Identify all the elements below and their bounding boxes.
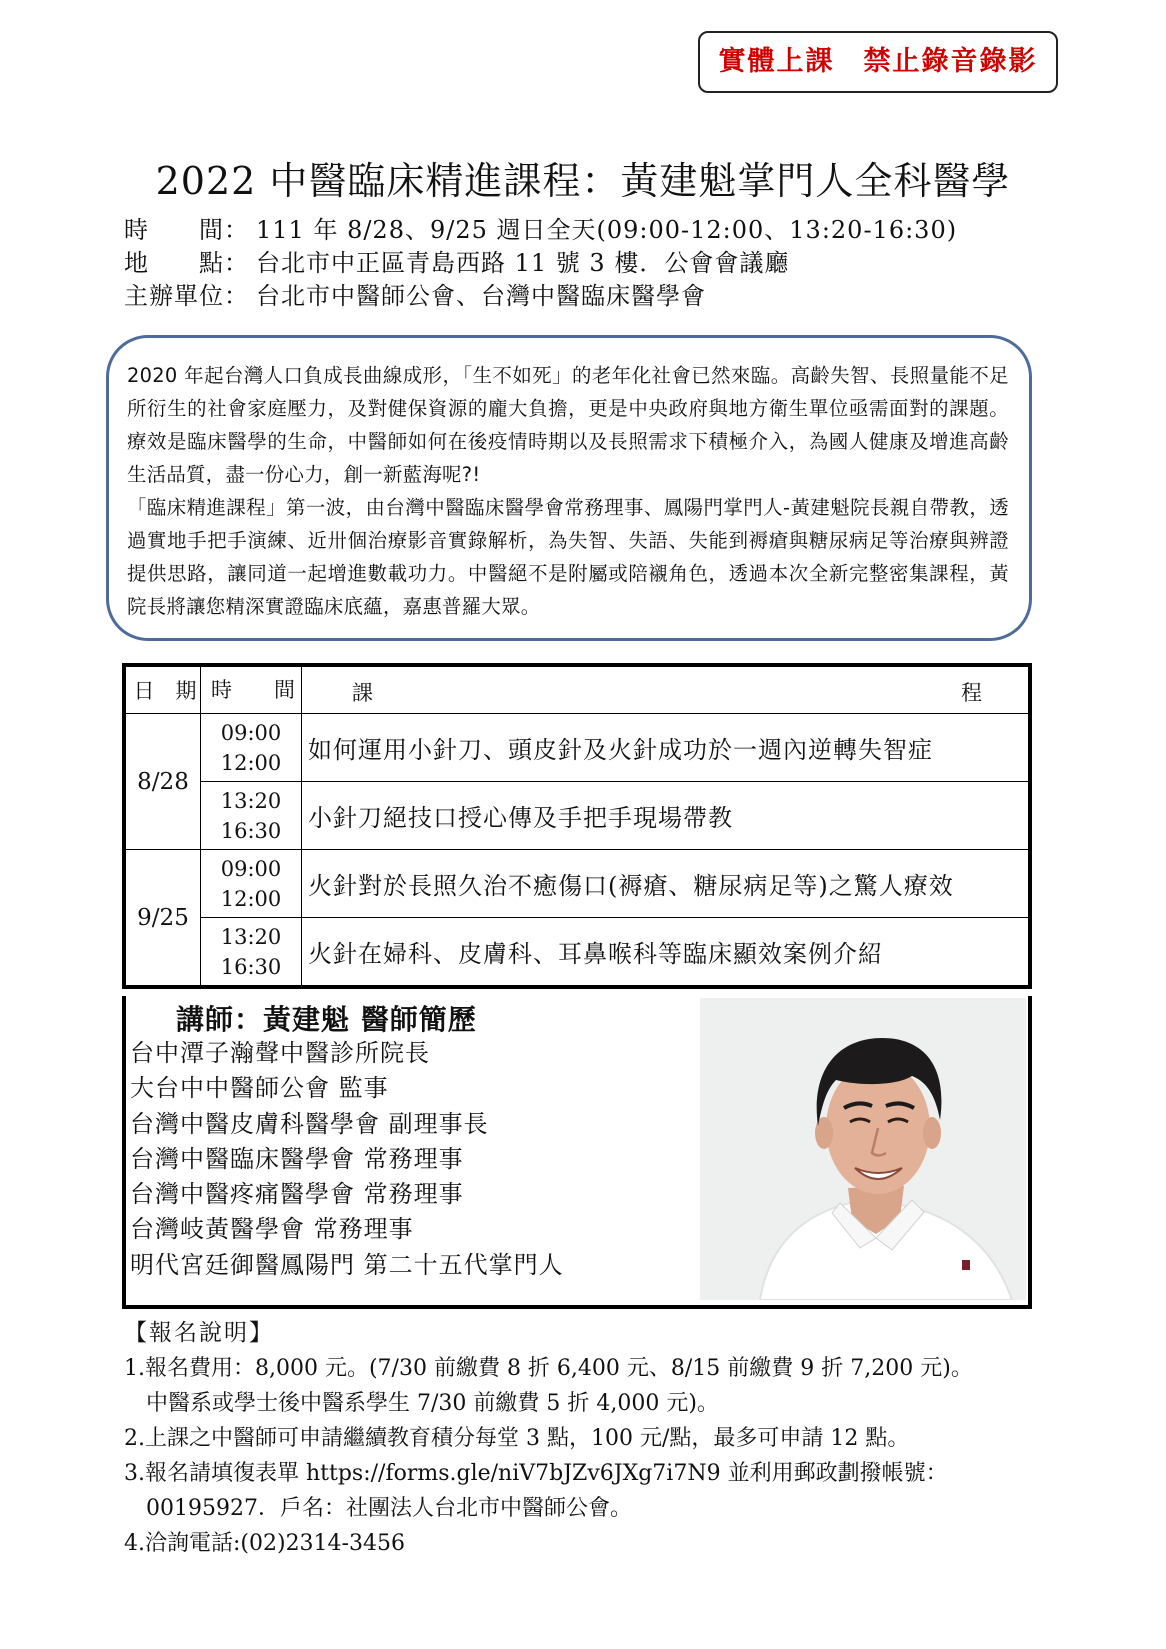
schedule-row: [124, 714, 1030, 782]
schedule-time: [201, 782, 302, 850]
registration-line: 3.報名請填復表單 https://forms.gle/niV7bJZv6JXg7i7N9 並利用郵政劃撥帳號：: [124, 1461, 948, 1486]
time-start: 13:20: [220, 788, 282, 813]
schedule-date: 8/28: [124, 714, 201, 850]
registration-section: [124, 1316, 973, 1561]
credential-item: 大台中中醫師公會 監事: [130, 1074, 389, 1103]
schedule-course: 火針對於長照久治不癒傷口(褥瘡、糖尿病足等)之驚人療效: [302, 850, 1031, 918]
time-end: 12:00: [220, 750, 282, 775]
header-course-right: 程: [961, 681, 982, 705]
schedule-time: [201, 918, 302, 988]
intro-paragraph-1: 2020 年起台灣人口負成長曲線成形，「生不如死」的老年化社會已然來臨。高齡失智、長照量能不足所衍生的社會家庭壓力，及對健保資源的龐大負擔，更是中央政府與地方衛生單位亟需面對的課題。療效是臨床醫學的生命，中醫師如何在後疫情時期以及長照需求下積極介入，為國人健康及增進高齡生活品質，盡一份心力，創一新藍海呢?!: [127, 364, 1009, 486]
intro-box: [106, 335, 1032, 641]
time-start: 09:00: [220, 856, 282, 881]
info-time: [124, 214, 957, 246]
info-location-value: 台北市中正區青島西路 11 號 3 樓．公會會議廳: [256, 249, 790, 277]
schedule-course: 小針刀絕技口授心傳及手把手現場帶教: [302, 782, 1031, 850]
info-location-label: 地 點：: [124, 249, 249, 277]
credential-item: 明代宮廷御醫鳳陽門 第二十五代掌門人: [130, 1250, 564, 1279]
lecturer-box: [122, 996, 1032, 1309]
header-course-left: 課: [352, 681, 373, 705]
info-organizer-label: 主辦單位：: [124, 282, 249, 310]
page-title: 2022 中醫臨床精進課程：黃建魁掌門人全科醫學: [155, 159, 1011, 203]
time-start: 09:00: [220, 720, 282, 745]
registration-line: 4.洽詢電話:(02)2314-3456: [124, 1531, 405, 1556]
time-end: 16:30: [220, 818, 282, 843]
schedule-header-row: [124, 665, 1030, 714]
lecturer-credentials: [130, 1036, 564, 1283]
header-date: 日 期: [124, 665, 201, 714]
info-organizer: [124, 280, 706, 312]
info-time-label: 時 間：: [124, 216, 249, 244]
schedule-time: [201, 714, 302, 782]
schedule-date: 9/25: [124, 850, 201, 988]
schedule-course: 如何運用小針刀、頭皮針及火針成功於一週內逆轉失智症: [302, 714, 1031, 782]
registration-line: 1.報名費用：8,000 元。(7/30 前繳費 8 折 6,400 元、8/15 前繳費 9 折 7,200 元)。: [124, 1356, 973, 1381]
time-start: 13:20: [220, 924, 282, 949]
info-time-value: 111 年 8/28、9/25 週日全天(09:00-12:00、13:20-16:30): [256, 216, 958, 244]
info-organizer-value: 台北市中醫師公會、台灣中醫臨床醫學會: [256, 282, 706, 310]
credential-item: 台灣岐黃醫學會 常務理事: [130, 1215, 414, 1244]
portrait-illustration: [700, 998, 1026, 1300]
notice-banner: 實體上課 禁止錄音錄影: [698, 31, 1058, 93]
info-location: [124, 247, 789, 279]
schedule-row: [124, 850, 1030, 918]
credential-item: 台灣中醫皮膚科醫學會 副理事長: [130, 1109, 489, 1138]
credential-item: 台灣中醫臨床醫學會 常務理事: [130, 1144, 464, 1173]
lecturer-photo: [700, 998, 1026, 1300]
header-time: 時 間: [201, 665, 302, 714]
credential-item: 台中潭子瀚聲中醫診所院長: [130, 1039, 430, 1067]
registration-line: 2.上課之中醫師可申請繼續教育積分每堂 3 點，100 元/點，最多可申請 12 點。: [124, 1426, 910, 1451]
time-end: 12:00: [220, 886, 282, 911]
schedule-time: [201, 850, 302, 918]
schedule-course: 火針在婦科、皮膚科、耳鼻喉科等臨床顯效案例介紹: [302, 918, 1031, 988]
schedule-row: [124, 918, 1030, 988]
schedule-table: [122, 663, 1032, 989]
time-end: 16:30: [220, 954, 282, 979]
lecturer-title: 講師：黃建魁 醫師簡歷: [176, 1003, 477, 1036]
registration-line: 00195927．戶名：社團法人台北市中醫師公會。: [124, 1496, 632, 1521]
registration-heading: 【報名說明】: [124, 1320, 274, 1346]
intro-paragraph-2: 「臨床精進課程」第一波，由台灣中醫臨床醫學會常務理事、鳳陽門掌門人-黃建魁院長親自帶教，透過實地手把手演練、近卅個治療影音實錄解析，為失智、失語、失能到褥瘡與糖尿病足等治療與辨證提供思路，讓同道一起增進數載功力。中醫絕不是附屬或陪襯角色，透過本次全新完整密集課程，黃院長將讓您精深實證臨床底蘊，嘉惠普羅大眾。: [127, 496, 1009, 618]
registration-line: 中醫系或學士後中醫系學生 7/30 前繳費 5 折 4,000 元)。: [124, 1391, 719, 1416]
credential-item: 台灣中醫疼痛醫學會 常務理事: [130, 1180, 464, 1209]
header-course: [302, 665, 1031, 714]
schedule-row: [124, 782, 1030, 850]
